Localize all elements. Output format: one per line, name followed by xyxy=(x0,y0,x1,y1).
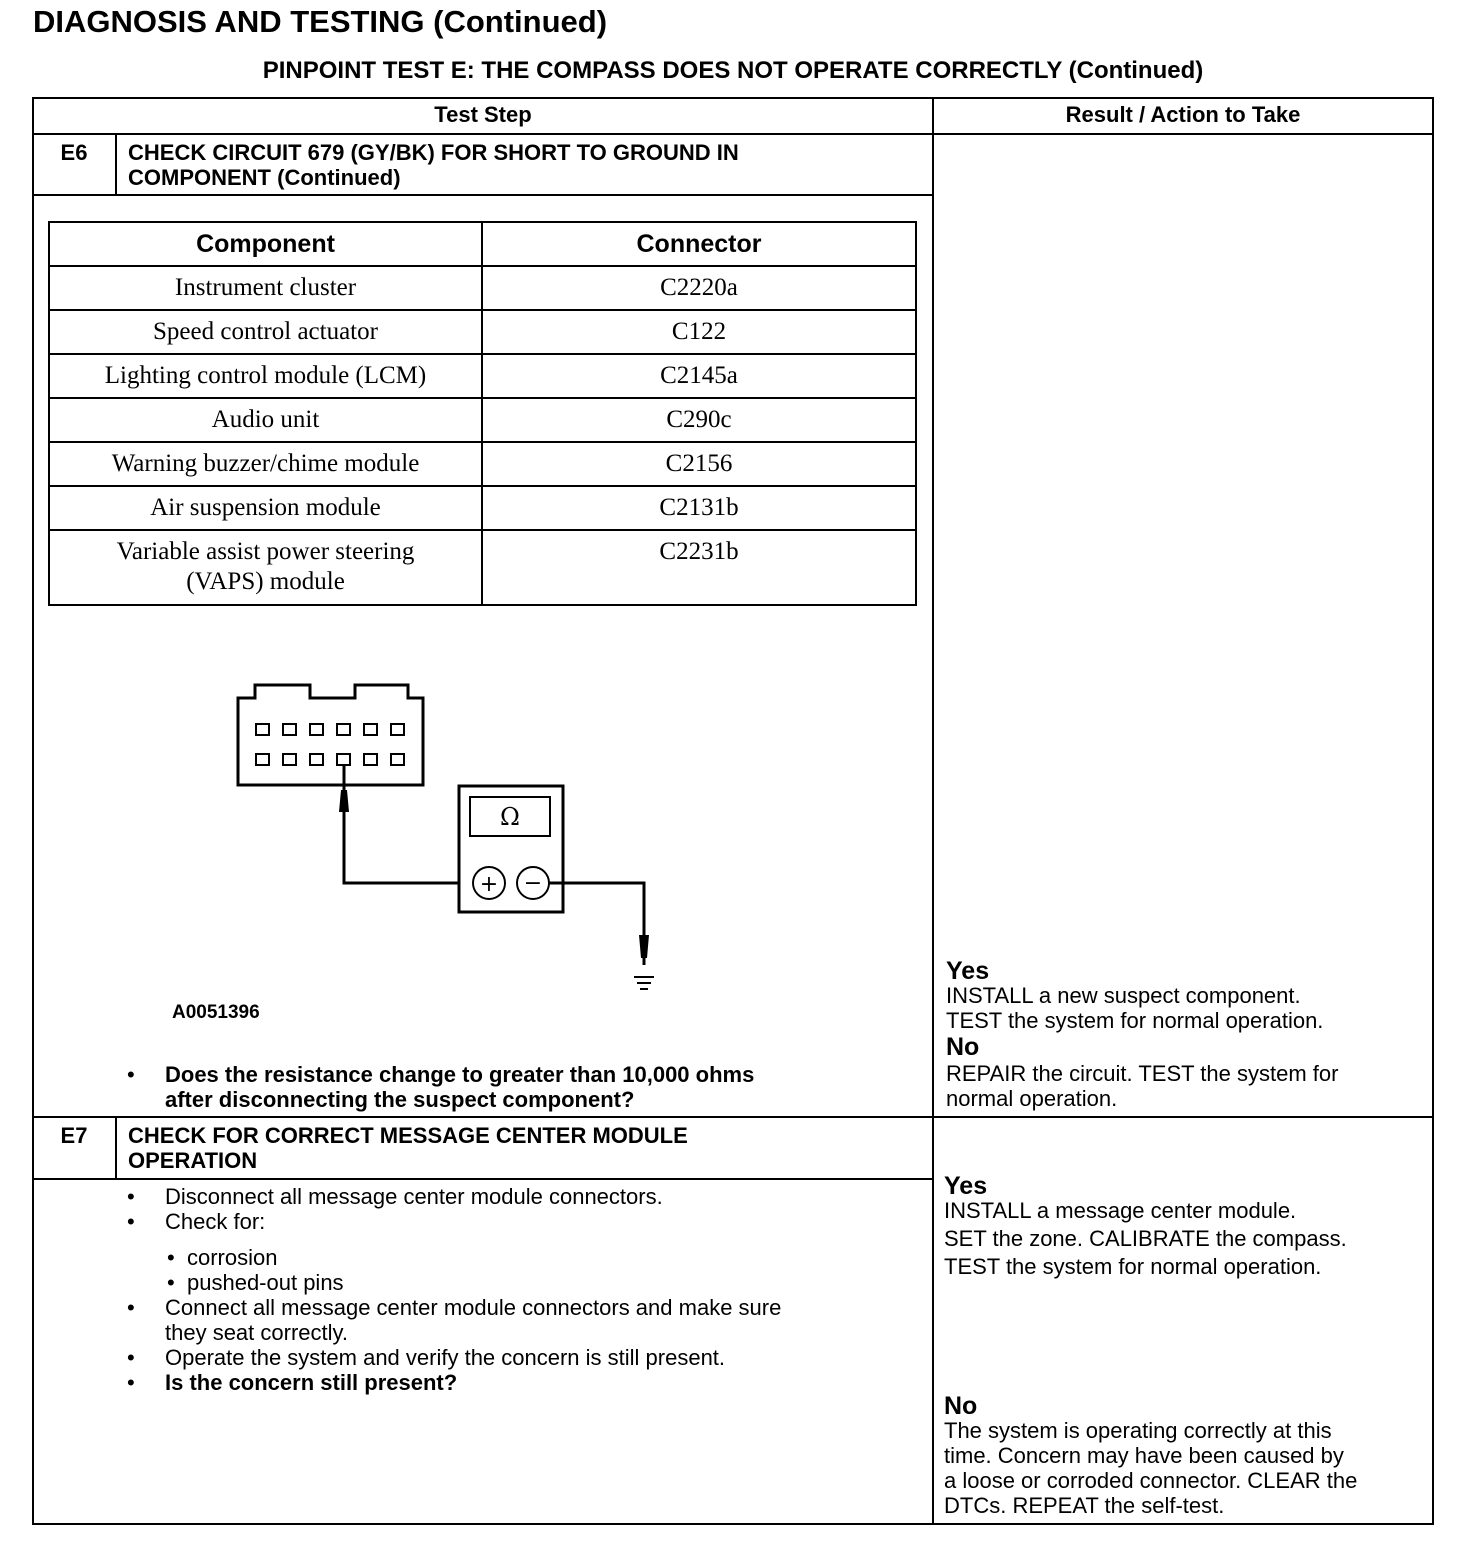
plus-terminal: + xyxy=(479,872,499,897)
step-id-e6: E6 xyxy=(60,140,88,165)
e7-result-no: No The system is operating correctly at this time. Concern may have been caused by a loose or corroded connector. CLEAR the DTCs. REPEAT the self-test. xyxy=(944,1392,1358,1518)
list-item: Operate the system and verify the concern is still present. xyxy=(165,1345,726,1370)
component-cell: Audio unit xyxy=(49,398,482,442)
step-title-e6: CHECK CIRCUIT 679 (GY/BK) FOR SHORT TO GROUND IN COMPONENT (Continued) xyxy=(128,140,739,190)
connector-cell: C2131b xyxy=(482,486,916,530)
no-label: No xyxy=(944,1392,978,1420)
connector-cell: C290c xyxy=(482,398,916,442)
component-cell: Speed control actuator xyxy=(49,310,482,354)
multimeter-icon xyxy=(459,786,563,912)
e6-question: Does the resistance change to greater than 10,000 ohms after disconnecting the suspect component? xyxy=(165,1062,755,1112)
figure-id: A0051396 xyxy=(172,1002,260,1023)
connector-icon xyxy=(238,685,423,785)
yes-label: Yes xyxy=(944,1172,988,1200)
component-column-header: Component xyxy=(49,222,482,266)
test-step-header: Test Step xyxy=(434,102,532,127)
e7-result-yes: Yes INSTALL a message center module. SET the zone. CALIBRATE the compass. TEST the system for normal operation. xyxy=(944,1172,1347,1279)
ground-icon xyxy=(634,977,654,989)
minus-terminal: − xyxy=(523,871,543,896)
component-cell: Instrument cluster xyxy=(49,266,482,310)
list-item: Disconnect all message center module connectors. xyxy=(165,1184,663,1209)
connector-cell: C2231b xyxy=(482,530,916,605)
probe-lead xyxy=(339,765,470,883)
list-item: Is the concern still present? xyxy=(165,1370,458,1395)
list-item: Connect all message center module connectors and make sure they seat correctly. xyxy=(165,1295,782,1345)
result-header: Result / Action to Take xyxy=(1065,102,1301,127)
page-title: DIAGNOSIS AND TESTING (Continued) xyxy=(33,4,608,39)
component-cell: Warning buzzer/chime module xyxy=(49,442,482,486)
list-item: Check for: xyxy=(165,1209,266,1234)
connector-cell: C122 xyxy=(482,310,916,354)
connector-cell: C2156 xyxy=(482,442,916,486)
ohm-symbol: Ω xyxy=(500,803,520,831)
bullet: • xyxy=(127,1062,135,1087)
component-cell: Lighting control module (LCM) xyxy=(49,354,482,398)
step-id-e7: E7 xyxy=(60,1123,88,1148)
pinpoint-test-title: PINPOINT TEST E: THE COMPASS DOES NOT OPERATE CORRECTLY (Continued) xyxy=(262,57,1204,84)
component-cell: Variable assist power steering (VAPS) module xyxy=(49,530,482,605)
e6-result: Yes INSTALL a new suspect component. TEST the system for normal operation. No REPAIR the circuit. TEST the system for normal operation. xyxy=(946,957,1339,1111)
connector-cell: C2145a xyxy=(482,354,916,398)
yes-label: Yes xyxy=(946,957,990,985)
list-item: pushed-out pins xyxy=(187,1270,344,1295)
step-title-e7: CHECK FOR CORRECT MESSAGE CENTER MODULE OPERATION xyxy=(128,1123,688,1173)
component-cell: Air suspension module xyxy=(49,486,482,530)
no-label: No xyxy=(946,1033,980,1061)
list-item: corrosion xyxy=(187,1245,278,1270)
connector-cell: C2220a xyxy=(482,266,916,310)
connector-column-header: Connector xyxy=(482,222,916,266)
